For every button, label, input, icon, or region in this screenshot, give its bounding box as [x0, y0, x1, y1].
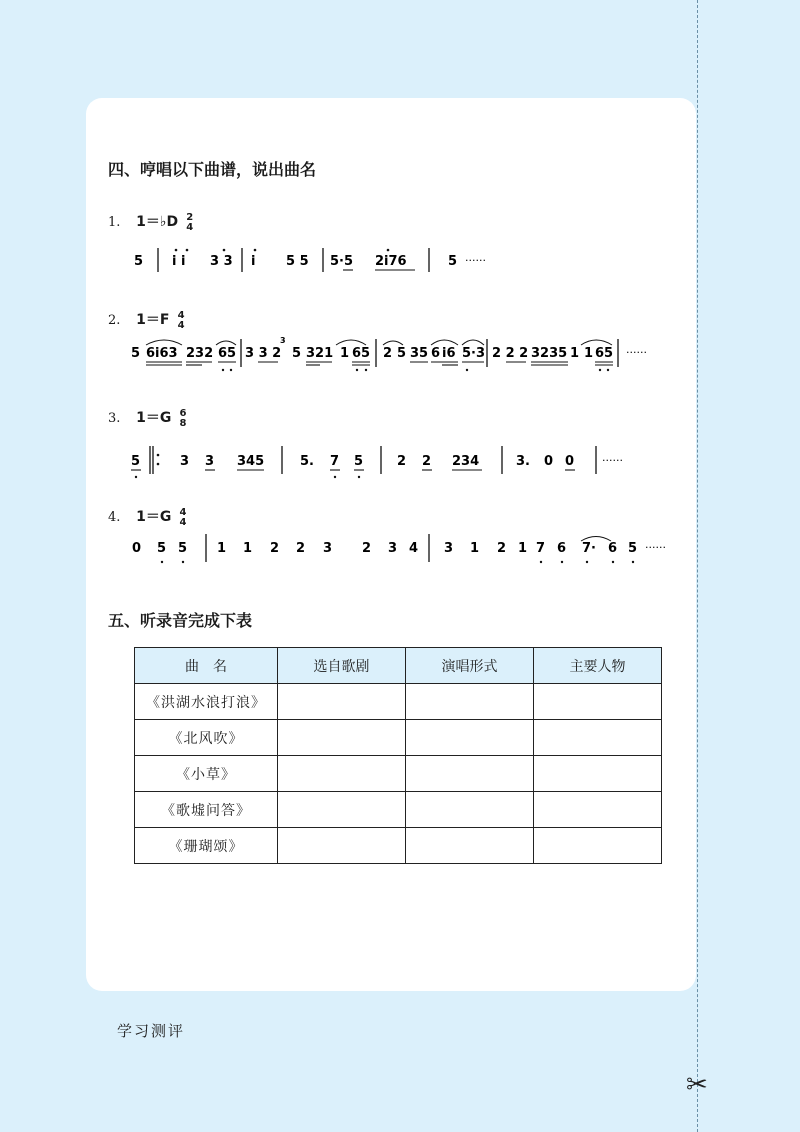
time-bottom: 4: [177, 319, 185, 331]
note: 2: [270, 541, 280, 556]
song-name: 《洪湖水浪打浪》: [135, 684, 278, 720]
note: 234: [452, 454, 480, 469]
table-row: [135, 828, 662, 864]
item-1-header: [108, 211, 193, 233]
note: 5·5: [330, 254, 354, 269]
grace-note: 3: [280, 336, 286, 345]
note: 1: [570, 346, 580, 361]
note: 65: [352, 346, 371, 361]
note: 5: [354, 454, 364, 469]
note: 2: [296, 541, 306, 556]
note: 1: [243, 541, 253, 556]
time-bottom: 8: [179, 417, 187, 429]
col-header: 主要人物: [534, 648, 662, 684]
note: 6: [557, 541, 567, 556]
note: 1: [518, 541, 528, 556]
time-bottom: 4: [186, 221, 194, 233]
note: 1: [217, 541, 227, 556]
answer-cell[interactable]: [278, 720, 406, 756]
note: 6: [431, 346, 441, 361]
col-header: 选自歌剧: [278, 648, 406, 684]
item-number: 4.: [108, 510, 121, 525]
song-name: 《小草》: [135, 756, 278, 792]
note: 321: [306, 346, 334, 361]
table-row: [135, 792, 662, 828]
note: 5: [157, 541, 167, 556]
note: 2: [497, 541, 507, 556]
key-signature: 1＝G: [136, 410, 172, 426]
note: 7·: [582, 541, 596, 556]
note: 5: [131, 454, 141, 469]
note: 3: [205, 454, 215, 469]
section-5-title: 五、听录音完成下表: [108, 611, 253, 630]
footer-label: 学习测评: [117, 1022, 186, 1040]
note: 3 3: [210, 254, 233, 269]
note: 65: [218, 346, 237, 361]
note: 65: [595, 346, 614, 361]
song-table: [134, 647, 662, 864]
key-signature: 1＝G: [136, 509, 172, 525]
note: 3.: [516, 454, 530, 469]
note: 3: [180, 454, 190, 469]
note: 0: [565, 454, 575, 469]
song-name: 《北风吹》: [135, 720, 278, 756]
col-header: 演唱形式: [406, 648, 534, 684]
col-header: 曲 名: [135, 648, 278, 684]
note: 5·3: [462, 346, 486, 361]
table-header-row: [135, 648, 662, 684]
time-top: 4: [177, 309, 185, 321]
note: 0: [544, 454, 554, 469]
answer-cell[interactable]: [278, 756, 406, 792]
section-4-title: 四、哼唱以下曲谱，说出曲名: [108, 160, 317, 179]
answer-cell[interactable]: [278, 684, 406, 720]
note: 2: [362, 541, 372, 556]
table-row: [135, 684, 662, 720]
note: 2: [422, 454, 432, 469]
scissors-icon: ✂: [686, 1070, 708, 1100]
note: 5 5: [286, 254, 309, 269]
answer-cell[interactable]: [534, 720, 662, 756]
continuation: ······: [645, 541, 666, 554]
time-top: 2: [186, 211, 194, 223]
note: 3 3 2: [245, 346, 282, 361]
item-number: 3.: [108, 411, 121, 426]
time-top: 6: [179, 407, 187, 419]
item-number: 1.: [108, 215, 121, 230]
note: 3: [444, 541, 454, 556]
note: 4: [409, 541, 419, 556]
answer-cell[interactable]: [406, 828, 534, 864]
answer-cell[interactable]: [406, 720, 534, 756]
song-name: 《珊瑚颂》: [135, 828, 278, 864]
score-1: [120, 242, 680, 282]
time-signature: [180, 409, 187, 429]
note: 0: [132, 541, 142, 556]
answer-cell[interactable]: [406, 756, 534, 792]
time-signature: [178, 311, 185, 331]
note: 1: [470, 541, 480, 556]
continuation: ······: [465, 254, 486, 267]
note: 3235: [531, 346, 568, 361]
item-2-header: [108, 309, 185, 331]
note: 6: [608, 541, 618, 556]
note: 2i76: [375, 254, 407, 269]
key-signature: 1＝♭D: [136, 214, 179, 230]
note: 7: [330, 454, 340, 469]
note: 5: [628, 541, 638, 556]
answer-cell[interactable]: [534, 828, 662, 864]
answer-cell[interactable]: [534, 792, 662, 828]
time-signature: [180, 508, 187, 528]
answer-cell[interactable]: [278, 792, 406, 828]
note: 1: [584, 346, 594, 361]
score-2: [126, 333, 696, 377]
answer-cell[interactable]: [406, 684, 534, 720]
item-number: 2.: [108, 313, 121, 328]
note: i i: [172, 254, 186, 269]
note: 6i63: [146, 346, 178, 361]
note: 232: [186, 346, 214, 361]
note: 5: [292, 346, 302, 361]
time-signature: [186, 213, 193, 233]
note: 5: [448, 254, 458, 269]
note: 3: [323, 541, 333, 556]
note: 5: [131, 346, 141, 361]
answer-cell[interactable]: [278, 828, 406, 864]
note: 5: [397, 346, 407, 361]
note: 2: [397, 454, 407, 469]
score-4: [126, 532, 686, 576]
note: 1: [340, 346, 350, 361]
note: 5: [178, 541, 188, 556]
note: 5: [134, 254, 144, 269]
table-row: [135, 756, 662, 792]
answer-cell[interactable]: [534, 684, 662, 720]
cut-line: [697, 0, 698, 1132]
item-3-header: [108, 407, 186, 429]
song-name: 《歌墟问答》: [135, 792, 278, 828]
time-top: 4: [179, 506, 187, 518]
note: 2: [383, 346, 393, 361]
note: 345: [237, 454, 265, 469]
note: 3: [388, 541, 398, 556]
time-bottom: 4: [179, 516, 187, 528]
note: i6: [442, 346, 456, 361]
continuation: ······: [602, 454, 623, 467]
item-4-header: [108, 506, 186, 528]
note: 2 2 2: [492, 346, 529, 361]
note: 5.: [300, 454, 314, 469]
note: 7: [536, 541, 546, 556]
answer-cell[interactable]: [406, 792, 534, 828]
note: 35: [410, 346, 429, 361]
key-signature: 1＝F: [136, 312, 170, 328]
score-3: [126, 442, 686, 486]
table-row: [135, 720, 662, 756]
note: i: [251, 254, 256, 269]
continuation: ······: [626, 346, 647, 359]
answer-cell[interactable]: [534, 756, 662, 792]
